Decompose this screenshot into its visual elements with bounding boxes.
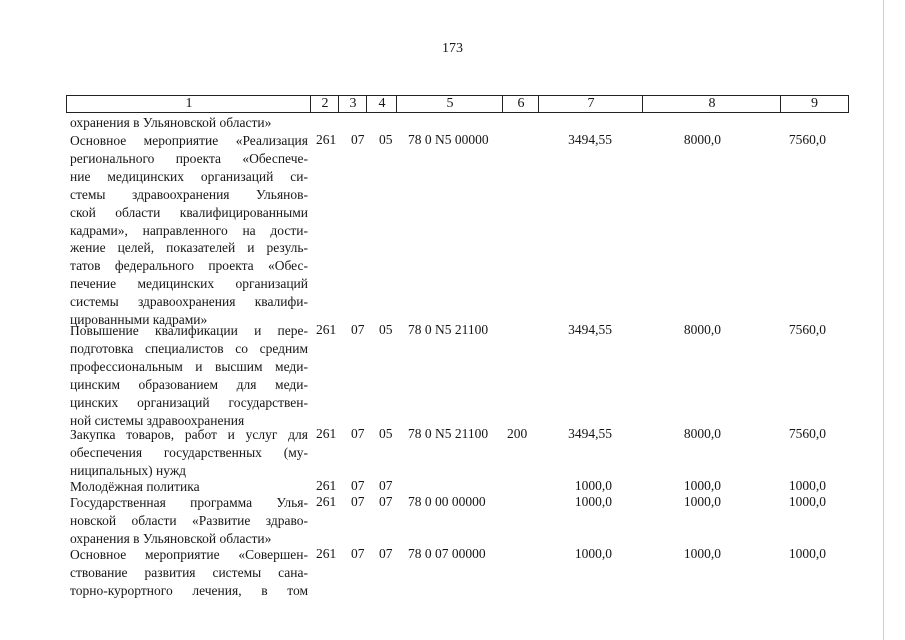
cell-col-2: 261	[316, 322, 337, 337]
cell-col-9: 1000,0	[788, 494, 826, 509]
cell-col-7: 1000,0	[574, 478, 612, 493]
page-edge-line	[883, 0, 884, 640]
header-col-2: 2	[310, 95, 339, 113]
page-number: 173	[442, 41, 463, 56]
header-col-1: 1	[66, 95, 311, 113]
cell-col-3: 07	[351, 426, 365, 441]
cell-col-2: 261	[316, 546, 337, 561]
cell-col-9: 7560,0	[788, 322, 826, 337]
cell-col-4: 05	[379, 426, 393, 441]
cell-col-7: 1000,0	[574, 494, 612, 509]
cell-col-7: 3494,55	[568, 426, 612, 441]
cell-col-9: 7560,0	[788, 132, 826, 147]
cell-col-4: 05	[379, 132, 393, 147]
header-col-6: 6	[502, 95, 539, 113]
header-col-7: 7	[538, 95, 643, 113]
cell-col-8: 1000,0	[683, 478, 721, 493]
cell-col-3: 07	[351, 322, 365, 337]
cell-col-5: 78 0 00 00000	[408, 494, 486, 509]
cell-col-3: 07	[351, 546, 365, 561]
header-col-3: 3	[338, 95, 367, 113]
cell-col-9: 1000,0	[788, 546, 826, 561]
cell-col-5: 78 0 N5 00000	[408, 132, 489, 147]
cell-col-2: 261	[316, 426, 337, 441]
cell-col-4: 05	[379, 322, 393, 337]
cell-col-2: 261	[316, 478, 337, 493]
cell-col-4: 07	[379, 546, 393, 561]
cell-col-5: 78 0 N5 21100	[408, 322, 489, 337]
cell-col-7: 3494,55	[568, 322, 612, 337]
row-description: Основное мероприятие «Реализация регионального проекта «Обеспече- ние медицинских организаций си- стемы здравоохранения Ульянов- ской области квалифицированными кадрами», направленного на дости- жение целей, показателей и резуль- татов федерального проекта «Обес- печение медицинских организаций системы здравоохранения квалифи- цированными кадрами»	[70, 133, 308, 328]
cell-col-4: 07	[379, 478, 393, 493]
row-description: Основное мероприятие «Совершен- ствование развития системы сана- торно-курортного лечения, в том	[70, 547, 308, 598]
cell-col-5: 78 0 07 00000	[408, 546, 486, 561]
cell-col-9: 1000,0	[788, 478, 826, 493]
cell-col-8: 8000,0	[683, 322, 721, 337]
cell-col-7: 1000,0	[574, 546, 612, 561]
cell-col-8: 1000,0	[683, 494, 721, 509]
cell-col-5: 78 0 N5 21100	[408, 426, 489, 441]
row-description: Молодёжная политика	[70, 479, 200, 494]
cell-col-8: 8000,0	[683, 426, 721, 441]
header-col-8: 8	[642, 95, 781, 113]
cell-col-4: 07	[379, 494, 393, 509]
row-description: Государственная программа Улья- новской области «Развитие здраво- охранения в Ульяновской области»	[70, 495, 308, 546]
cell-col-7: 3494,55	[568, 132, 612, 147]
header-col-4: 4	[366, 95, 397, 113]
cell-col-6: 200	[507, 426, 528, 441]
row-description: охранения в Ульяновской области»	[70, 115, 272, 130]
cell-col-3: 07	[351, 478, 365, 493]
cell-col-8: 8000,0	[683, 132, 721, 147]
cell-col-9: 7560,0	[788, 426, 826, 441]
cell-col-2: 261	[316, 132, 337, 147]
row-description: Повышение квалификации и пере- подготовка специалистов со средним профессиональным и высшим меди- цинским образованием для меди- цинских организаций государствен- ной системы здравоохранения	[70, 323, 308, 428]
row-description: Закупка товаров, работ и услуг для обеспечения государственных (му- ниципальных) нужд	[70, 427, 308, 478]
header-col-5: 5	[396, 95, 503, 113]
cell-col-2: 261	[316, 494, 337, 509]
table-header-row	[66, 95, 848, 113]
cell-col-3: 07	[351, 132, 365, 147]
cell-col-8: 1000,0	[683, 546, 721, 561]
header-col-9: 9	[780, 95, 849, 113]
cell-col-3: 07	[351, 494, 365, 509]
